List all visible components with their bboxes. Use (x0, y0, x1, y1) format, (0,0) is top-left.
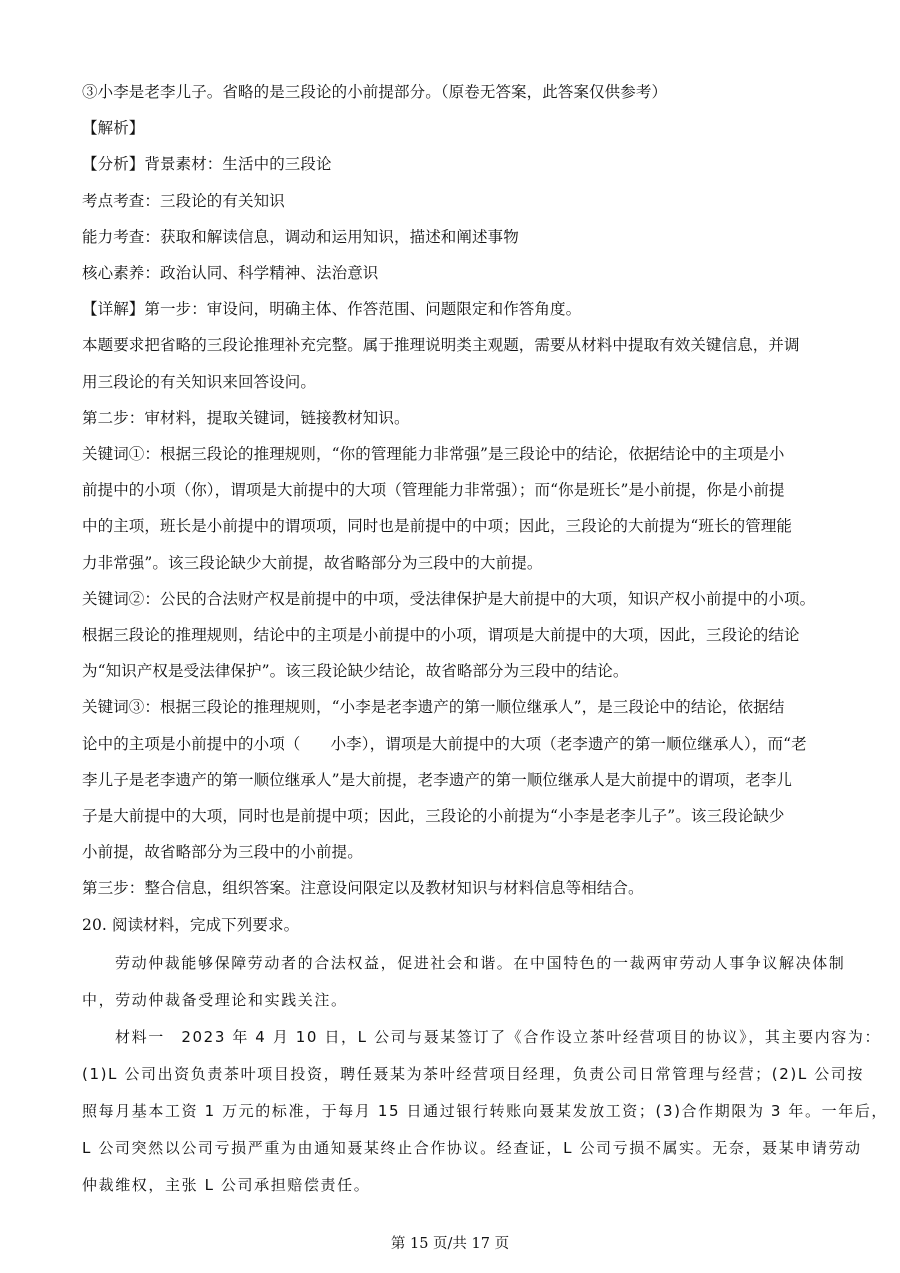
material-line: (1)L 公司出资负责茶叶项目投资，聘任聂某为茶叶经营项目经理，负责公司日常管理与经营；(2)L 公司按 (82, 1064, 864, 1083)
analysis-line: 核心素养：政治认同、科学精神、法治意识 (82, 264, 379, 283)
keyword-line: 关键词③：根据三段论的推理规则，“小李是老李遗产的第一顺位继承人”，是三段论中的结论，依据结 (82, 698, 785, 717)
analysis-line: 考点考查：三段论的有关知识 (82, 191, 285, 210)
analysis-line: 能力考查：获取和解读信息，调动和运用知识，描述和阐述事物 (82, 227, 519, 246)
detail-line: 本题要求把省略的三段论推理补充完整。属于推理说明类主观题，需要从材料中提取有效关键信息，并调 (82, 336, 800, 355)
document-body (82, 74, 889, 1204)
material-line: 仲裁维权，主张 L 公司承担赔偿责任。 (82, 1175, 371, 1194)
answer-line: ③小李是老李儿子。省略的是三段论的小前提部分。（原卷无答案，此答案仅供参考） (82, 83, 668, 101)
keyword-line: 为“知识产权是受法律保护”。该三段论缺少结论，故省略部分为三段中的结论。 (82, 662, 629, 681)
material-line: 材料一 2023 年 4 月 10 日，L 公司与聂某签订了《合作设立茶叶经营项目的协议》，其主要内容为： (115, 1027, 882, 1046)
keyword-line: 子是大前提中的大项，同时也是前提中项；因此，三段论的小前提为“小李是老李儿子”。该三段论缺少 (82, 807, 785, 826)
keyword-line: 关键词①：根据三段论的推理规则，“你的管理能力非常强”是三段论中的结论，依据结论中的主项是小 (82, 445, 785, 464)
material-line: 照每月基本工资 1 万元的标准，于每月 15 日通过银行转账向聂某发放工资；(3)合作期限为 3 年。一年后， (82, 1101, 889, 1120)
step-line: 第二步：审材料，提取关键词，链接教材知识。 (82, 408, 410, 427)
question-heading: 20. 阅读材料，完成下列要求。 (82, 915, 300, 934)
keyword-line: 前提中的小项（你），谓项是大前提中的大项（管理能力非常强）；而“你是班长”是小前提，你是小前提 (82, 481, 785, 500)
keyword-line: 关键词②：公民的合法财产权是前提中的中项，受法律保护是大前提中的大项，知识产权小前提中的小项。 (82, 589, 816, 608)
keyword-line: 中的主项，班长是小前提中的谓项项，同时也是前提中的中项；因此，三段论的大前提为“班长的管理能 (82, 517, 793, 536)
material-line: L 公司突然以公司亏损严重为由通知聂某终止合作协议。经查证，L 公司亏损不属实。无奈，聂某申请劳动 (82, 1138, 862, 1157)
material-line: 中，劳动仲裁备受理论和实践关注。 (82, 990, 348, 1009)
keyword-line: 根据三段论的推理规则，结论中的主项是小前提中的小项，谓项是大前提中的大项，因此，三段论的结论 (82, 626, 800, 645)
page-footer: 第 15 页/共 17 页 (390, 1236, 510, 1252)
keyword-line: 李儿子是老李遗产的第一顺位继承人”是大前提，老李遗产的第一顺位继承人是大前提中的谓项，老李儿 (82, 770, 793, 789)
detail-line: 【详解】第一步：审设问，明确主体、作答范围、问题限定和作答角度。 (82, 300, 582, 319)
material-line: 劳动仲裁能够保障劳动者的合法权益，促进社会和谐。在中国特色的一裁两审劳动人事争议解决体制 (115, 953, 846, 972)
keyword-line: 论中的主项是小前提中的小项（ 小李），谓项是大前提中的大项（老李遗产的第一顺位继承人），而“老 (82, 734, 807, 753)
keyword-line: 小前提，故省略部分为三段中的小前提。 (82, 843, 363, 862)
analysis-line: 【分析】背景素材：生活中的三段论 (82, 155, 332, 174)
keyword-line: 力非常强”。该三段论缺少大前提，故省略部分为三段中的大前提。 (82, 553, 543, 572)
detail-line: 用三段论的有关知识来回答设问。 (82, 372, 317, 391)
analysis-heading: 【解析】 (82, 119, 145, 138)
step-line: 第三步：整合信息，组织答案。注意设问限定以及教材知识与材料信息等相结合。 (82, 879, 644, 898)
